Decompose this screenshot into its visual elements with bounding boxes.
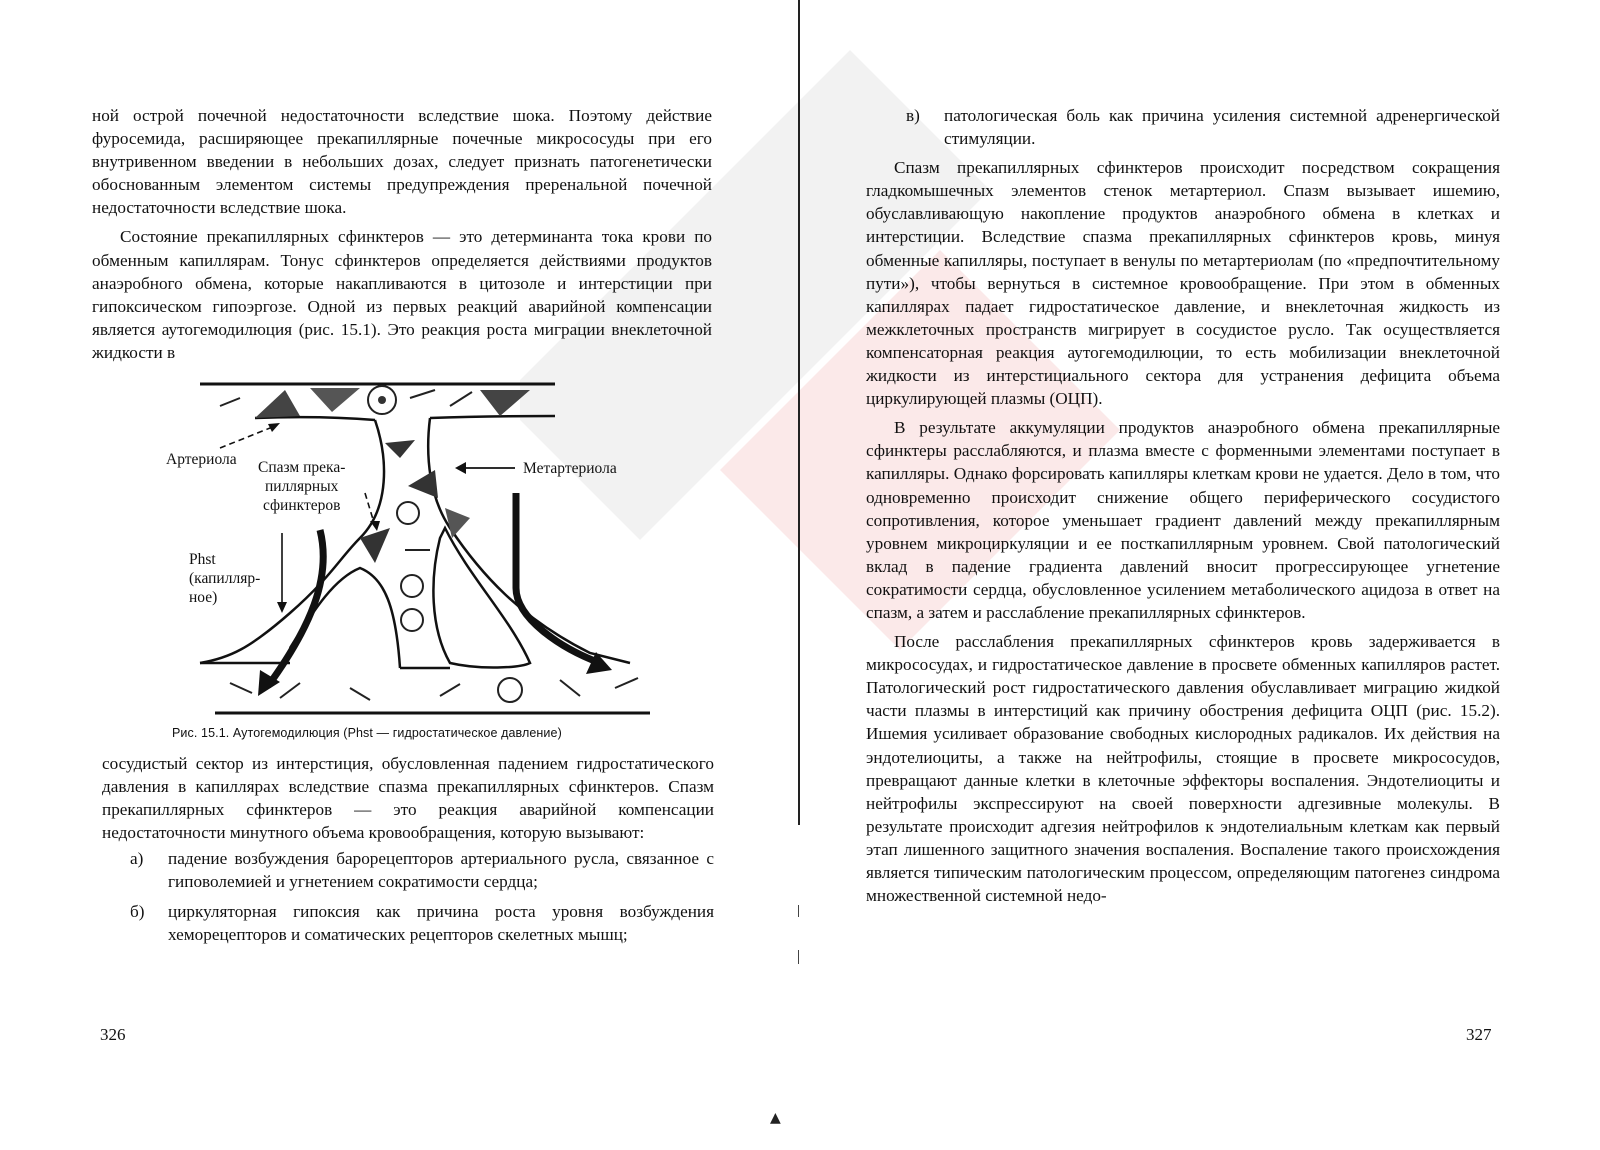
label-spasm: Спазм прека- пиллярных сфинктеров [258,459,346,514]
left-text-bottom [102,752,714,946]
paragraph: ной острой почечной недостаточности вследствие шока. Поэтому действие фуросемида, расширяющее прекапиллярные почечные микрососуды при его внутривенном введении в небольших дозах, следует признать патогенетически обоснованным элементом системы предупреждения преренальной почечной недостаточности вследствие шока. [92,106,712,218]
paragraph: сосудистый сектор из интерстиция, обусловленная падением гидростатического давления в капиллярах вследствие спазма прекапиллярных сфинктеров. Спазм прекапиллярных сфинктеров — это реакция аварийной компенсации недостаточности минутного объема кровообращения, которую вызывают: [102,754,714,843]
paragraph: После расслабления прекапиллярных сфинктеров кровь задерживается в микрососудах, и гидростатическое давление в просвете обменных капилляров растет. Патологический рост гидростатического давления обуславливает миграцию жидкой части плазмы в интерстиций как причину обострения дефицита ОЦП (рис. 15.2). Ишемия усиливает образование свободных кислородных радикалов. Их действия на эндотелиоциты, а также на нейтрофилы, стоящие в просвете микрососудов, превращают данные клетки в клеточные эффекторы воспаления. Эндотелиоциты и нейтрофилы экспрессируют на своей поверхности адгезивные молекулы. В результате происходит адгезия нейтрофилов к эндотелиальным клеткам как первый этап лишенного защитного значения воспаления. Воспаление такого происхождения является типическим патологическим процессом, определяющим патогенез синдрома множественной системной недо- [866,632,1500,906]
label-arteriole: Артериола [166,451,237,468]
list-text: циркуляторная гипоксия как причина роста уровня возбуждения хеморецепторов и соматических рецепторов скелетных мышц; [168,901,714,944]
list-item [130,900,714,946]
blood-cell [397,502,419,524]
list-marker: в) [906,106,920,125]
bottom-mark-icon: ▲ [770,1110,781,1126]
page-number: 327 [1466,1025,1492,1044]
paragraph: Спазм прекапиллярных сфинктеров происходит посредством сокращения гладкомышечных элементов стенок метартериол. Спазм вызывает ишемию, обуславливающую накопление продуктов анаэробного обмена в клетках и интерстиции. Вследствие спазма прекапиллярных сфинктеров кровь, минуя обменные капилляры, поступает в венулы по метартериолам (по «предпочтительному пути»), чтобы вернуться в системное кровообращение. При этом в обменных капиллярах падает гидростатическое давление, и внеклеточная жидкость из межклеточных пространств мигрирует в сосудистое русло. Так осуществляется компенсаторная реакция аутогемодилюции, то есть мобилизации внеклеточной жидкости из интерстициального сектора для устранения дефицита объема циркулирующей плазмы (ОЦП). [866,158,1500,409]
blood-cell [498,678,522,702]
right-text [866,104,1500,907]
sphincter-cell [408,470,438,498]
list-marker: а) [130,849,144,869]
left-text-top [92,104,712,364]
blood-cell [401,609,423,631]
paragraph: В результате аккумуляции продуктов анаэробного обмена прекапиллярные сфинктеры расслабляются, и плазма вместе с форменными элементами поступает в капилляры. Однако форсировать капилляры клеткам крови не удается. Дело в том, что одновременно происходит снижение общего периферического сосудистого сопротивления, которое уменьшает градиент давлений между прекапиллярным уровнем микроциркуляции и ее посткапиллярным уровнем. Свой патологический вклад в падение градиента давлений вносит прогрессирующее угнетение сократимости сердца, обусловленное усилением метаболического ацидоза в ответ на спазм, а затем и расслабление прекапиллярных сфинктеров. [866,418,1500,622]
right-page [800,0,1600,1150]
label-metarteriole: Метартериола [523,460,617,477]
label-phst: Phst (капилляр- ное) [189,551,261,606]
sphincter-cell [385,440,415,458]
list-marker: б) [130,901,145,921]
page-number: 326 [100,1025,126,1044]
endothelial-cell [310,388,360,412]
paragraph: Состояние прекапиллярных сфинктеров — это детерминанта тока крови по обменным капиллярам. Тонус сфинктеров определяется действиями продуктов анаэробного обмена, которые накапливаются в цитозоле и интерстиции при гипоксическом гипоэргозе. Одной из первых реакций аварийной компенсации является аутогемодилюция (рис. 15.1). Это реакция роста миграции внеклеточной жидкости в [92,227,712,362]
figure-caption: Рис. 15.1. Аутогемодилюция (Phst — гидростатическое давление) [172,726,562,740]
endothelial-cell [480,390,530,416]
list-item [130,847,714,893]
microcirculation-diagram [160,378,660,718]
endothelial-cell [255,390,300,418]
list-text: патологическая боль как причина усиления системной адренергической стимуляции. [944,106,1500,149]
list-text: падение возбуждения барорецепторов артериального русла, связанное с гиповолемией и угнетением сократимости сердца; [168,849,714,892]
list-item [906,104,1500,150]
figure-autohemodilution [160,378,660,718]
blood-cell [401,575,423,597]
